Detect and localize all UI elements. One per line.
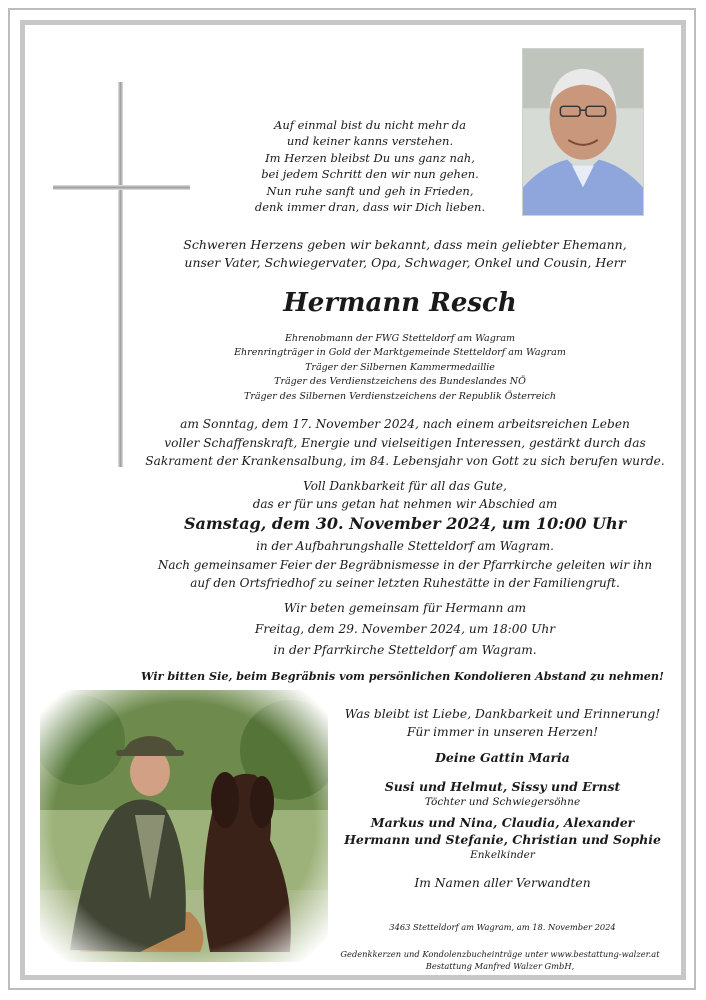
- place-date: 3463 Stetteldorf am Wagram, am 18. November 2024: [389, 922, 616, 932]
- funeral-line: auf den Ortsfriedhof zu seiner letzten Ruhestätte in der Familiengruft.: [190, 576, 620, 590]
- mourners-block: [335, 705, 670, 893]
- children-names: Susi und Helmut, Sissy und Ernst: [384, 779, 621, 795]
- funeral-line: Nach gemeinsamer Feier der Begräbnismesse in der Pfarrkirche geleiten wir ihn: [157, 557, 653, 572]
- grandchildren-label: Enkelkinder: [470, 848, 535, 861]
- quote-line: Was bleibt ist Liebe, Dankbarkeit und Erinnerung!: [344, 707, 661, 721]
- footer-line: Gedenkkerzen und Kondolenzbucheinträge unter www.bestattung-walzer.at: [340, 949, 660, 959]
- poem: [210, 117, 530, 215]
- poem-line: Auf einmal bist du nicht mehr da: [274, 118, 466, 132]
- poem-line: Im Herzen bleibst Du uns ganz nah,: [265, 150, 475, 165]
- funeral-date: Samstag, dem 30. November 2024, um 10:00 Uhr: [183, 514, 627, 533]
- thanks-line: Voll Dankbarkeit für all das Gute,: [303, 479, 507, 493]
- condolence-notice: Wir bitten Sie, beim Begräbnis vom persönlichen Kondolieren Abstand zu nehmen!: [141, 669, 664, 683]
- passing-line: am Sonntag, dem 17. November 2024, nach einem arbeitsreichen Leben: [180, 417, 630, 431]
- deceased-name: Hermann Resch: [283, 288, 517, 318]
- honor-item: Träger des Silbernen Verdienstzeichens der Republik Österreich: [243, 390, 556, 402]
- poem-line: denk immer dran, dass wir Dich lieben.: [254, 200, 486, 215]
- honor-item: Ehrenobmann der FWG Stetteldorf am Wagram: [284, 333, 515, 344]
- thanks-text: [150, 477, 660, 513]
- footer: [330, 949, 670, 972]
- intro-line: Schweren Herzens geben wir bekannt, dass mein geliebter Ehemann,: [183, 237, 627, 252]
- announcement-intro: [130, 236, 680, 272]
- hunter-dog-photo: [40, 690, 328, 962]
- wife-name: Deine Gattin Maria: [435, 750, 570, 766]
- cross-icon-bar: [53, 185, 190, 190]
- quote-line: Für immer in unseren Herzen!: [406, 725, 599, 740]
- relatives-line: Im Namen aller Verwandten: [414, 876, 591, 891]
- honor-item: Träger des Verdienstzeichens des Bundeslandes NÖ: [274, 376, 526, 388]
- passing-line: voller Schaffenskraft, Energie und vielseitigen Interessen, gestärkt durch das: [164, 435, 646, 450]
- prayer-line: Wir beten gemeinsam für Hermann am: [283, 601, 527, 615]
- prayer-line: Freitag, dem 29. November 2024, um 18:00 Uhr: [254, 622, 556, 636]
- footer-line: Bestattung Manfred Walzer GmbH,: [425, 960, 575, 971]
- grandchildren-names: Hermann und Stefanie, Christian und Sophie: [344, 831, 661, 847]
- thanks-line: das er für uns getan hat nehmen wir Abschied am: [252, 497, 558, 511]
- poem-line: Nun ruhe sanft und geh in Frieden,: [266, 183, 474, 198]
- children-label: Töchter und Schwiegersöhne: [424, 796, 581, 809]
- funeral-line: in der Aufbahrungshalle Stetteldorf am Wagram.: [256, 539, 554, 553]
- poem-line: bei jedem Schritt den wir nun gehen.: [261, 167, 479, 182]
- honor-item: Ehrenringträger in Gold der Marktgemeinde Stetteldorf am Wagram: [234, 347, 566, 359]
- prayer-line: in der Pfarrkirche Stetteldorf am Wagram.: [273, 643, 537, 657]
- poem-line: und keiner kanns verstehen.: [286, 134, 454, 149]
- passing-text: [130, 415, 680, 471]
- honor-item: Träger der Silbernen Kammermedaillie: [305, 361, 495, 373]
- intro-line: unser Vater, Schwiegervater, Opa, Schwager, Onkel und Cousin, Herr: [184, 255, 626, 270]
- portrait-photo: [522, 48, 644, 216]
- cross-icon: [118, 82, 123, 467]
- prayer-details: [150, 598, 660, 661]
- funeral-details: [130, 537, 680, 593]
- honors-list: [190, 332, 610, 404]
- passing-line: Sakrament der Krankensalbung, im 84. Lebensjahr von Gott zu sich berufen wurde.: [145, 454, 665, 469]
- grandchildren-names: Markus und Nina, Claudia, Alexander: [370, 814, 635, 830]
